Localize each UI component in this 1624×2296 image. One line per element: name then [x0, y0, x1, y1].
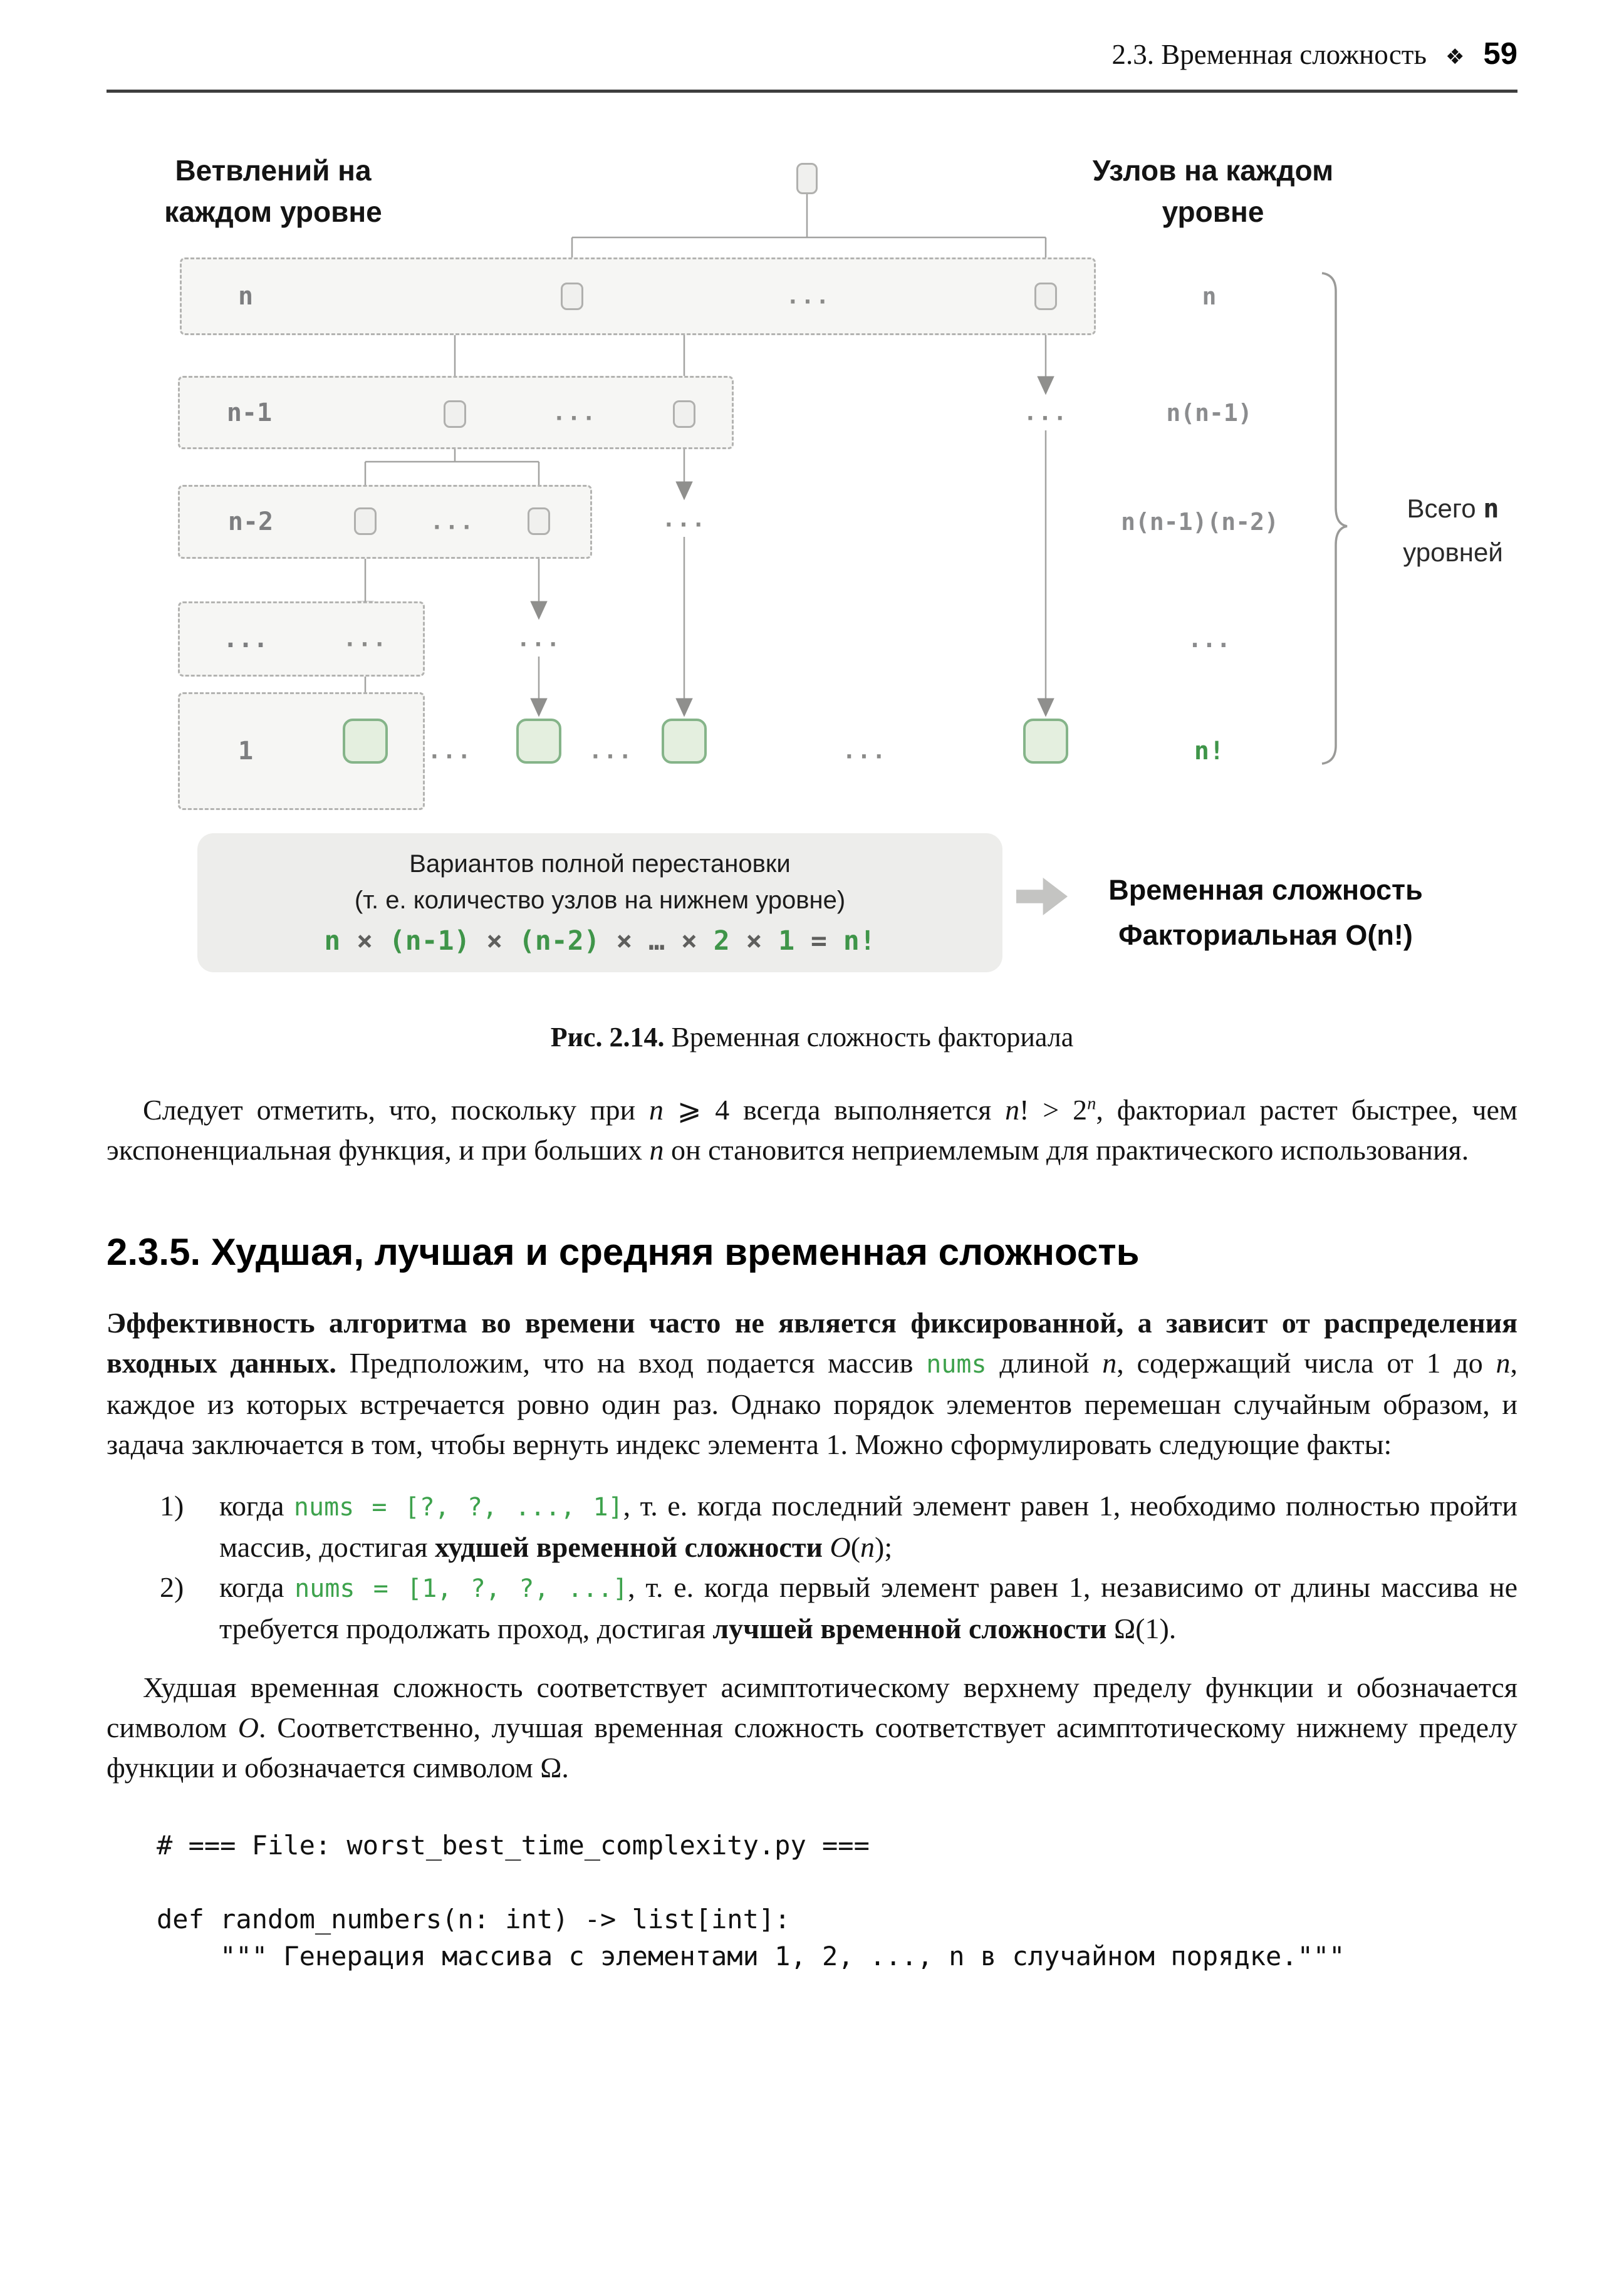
level-box-ellipsis [178, 601, 425, 677]
factorial-tree-figure [107, 141, 1522, 984]
list-item-number: 1) [160, 1490, 184, 1522]
time-complexity-result: Временная сложность Факториальная O(n!) [1108, 874, 1423, 951]
tree-node [528, 507, 550, 535]
leaf-node [343, 719, 388, 764]
code-line: # === File: worst_best_time_complexity.py === [157, 1830, 870, 1861]
level-label-ellipsis: ... [222, 625, 269, 653]
factorial-formula: n × (n-1) × (n-2) × … × 2 × 1 = n! [324, 925, 876, 957]
nodes-per-level-heading: Узлов на каждом уровне [1092, 154, 1334, 228]
count-label-n: n [1202, 283, 1217, 310]
list-item [107, 1486, 1517, 1567]
tree-root-node [796, 163, 818, 194]
list-item [107, 1567, 1517, 1649]
list-item-text: когда nums = [?, ?, ..., 1], т. е. когда последний элемент равен 1, необходимо полностью пройти массив, достигая худшей временной сложности O(n); [219, 1490, 1518, 1563]
code-block [107, 1827, 1517, 1975]
page-number: 59 [1483, 37, 1517, 71]
header-rule [107, 90, 1517, 93]
tree-node [354, 507, 377, 535]
level-label-n2: n-2 [227, 507, 274, 536]
perm-caption-line2: (т. е. количество узлов на нижнем уровне) [354, 886, 846, 914]
perm-caption-line1: Вариантов полной перестановки [409, 850, 791, 878]
facts-list [107, 1486, 1517, 1649]
total-levels-label: Всего n уровней [1403, 493, 1503, 567]
tree-node [561, 283, 583, 310]
dots: ... [588, 738, 633, 764]
level-label-n1: n-1 [226, 398, 273, 427]
figure-caption: Рис. 2.14. Временная сложность факториала [550, 1022, 1074, 1052]
dots: ... [1023, 400, 1068, 426]
dots: ... [343, 626, 388, 652]
code-line: def random_numbers(n: int) -> list[int]: [157, 1904, 791, 1935]
count-label-ellipsis: ... [1187, 625, 1231, 653]
count-label-nn1: n(n-1) [1166, 399, 1252, 427]
branches-per-level-heading: Ветвлений на каждом уровне [164, 154, 382, 228]
dots: ... [662, 506, 707, 532]
level-label-1: 1 [237, 737, 254, 766]
dots: ... [842, 738, 887, 764]
paragraph-efficiency: Эффективность алгоритма во времени часто не является фиксированной, а зависит от распределения входных данных. Предположим, что на вход подается массив nums длиной n, содержащий числа от 1 до n, каждое из которых встречается ровно один раз. Однако порядок элементов перемешан случайным образом, и задача заключается в том, чтобы вернуть индекс элемента 1. Можно сформулировать следующие факты: [107, 1307, 1517, 1460]
count-label-factorial: n! [1194, 737, 1225, 766]
paragraph-factorial-growth: Следует отметить, что, поскольку при n ⩾ 4 всегда выполняется n! > $2^n$, факториал растет быстрее, чем экспоненциальная функция, и при больших n он становится неприемлемым для практического использования. [107, 1094, 1518, 1166]
leaf-node [1023, 719, 1068, 764]
count-label-nn1n2: n(n-1)(n-2) [1121, 508, 1279, 536]
section-heading-235: 2.3.5. Худшая, лучшая и средняя временная сложность [107, 1231, 1140, 1273]
leaf-node [662, 719, 707, 764]
dots: ... [516, 626, 561, 652]
leaf-node [516, 719, 561, 764]
tree-node [1034, 283, 1057, 310]
level-box-n [180, 257, 1096, 335]
tree-node [673, 400, 695, 428]
level-label-n: n [237, 282, 254, 311]
list-item-number: 2) [160, 1571, 184, 1603]
dots: ... [430, 509, 475, 535]
text-column [107, 1020, 1517, 1975]
permutations-caption-box [197, 833, 1002, 972]
code-line [157, 1864, 1517, 1901]
code-line: """ Генерация массива с элементами 1, 2, ..., n в случайном порядке.""" [157, 1941, 1345, 1971]
page-header [107, 36, 1517, 71]
dots: ... [552, 400, 597, 426]
diamond-icon: ❖ [1445, 44, 1465, 70]
total-levels-brace [1322, 273, 1347, 764]
running-section-title: 2.3. Временная сложность [1111, 39, 1427, 70]
dots: ... [427, 738, 472, 764]
dots: ... [786, 283, 831, 309]
list-item-text: когда nums = [1, ?, ?, ...], т. е. когда первый элемент равен 1, независимо от длины массива не требуется продолжать проход, достигая лучшей временной сложности Ω(1). [219, 1571, 1517, 1644]
tree-node [444, 400, 466, 428]
paragraph-asymptotic-bounds: Худшая временная сложность соответствует асимптотическому верхнему пределу функции и обозначается символом O. Соответственно, лучшая временная сложность соответствует асимптотическому нижнему пределу функции и обозначается символом Ω. [107, 1671, 1517, 1784]
